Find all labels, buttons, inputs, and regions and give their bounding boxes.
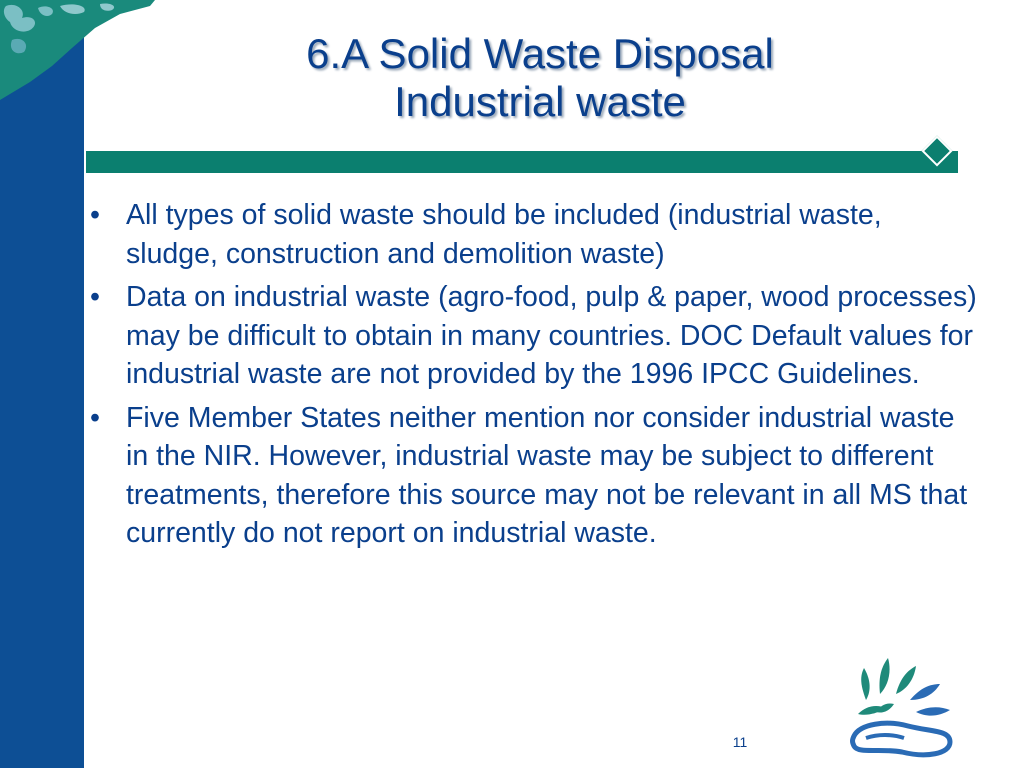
left-blue-band <box>0 0 84 768</box>
world-map-corner-icon <box>0 0 170 100</box>
slide-title <box>180 30 900 126</box>
sun-over-water-logo-icon <box>846 654 958 764</box>
title-divider <box>86 151 958 173</box>
title-line-2: Industrial waste <box>394 78 686 125</box>
bullet-item: • Data on industrial waste (agro-food, pulp & paper, wood processes) may be difficult to obtain in many countries. DOC Default values for industrial waste are not provided by the 1996 IPCC Guidelines. <box>90 278 980 394</box>
bullet-list <box>90 196 980 558</box>
bullet-item: • Five Member States neither mention nor consider industrial waste in the NIR. However, industrial waste may be subject to different treatments, therefore this source may not be relevant in all MS that currently do not report on industrial waste. <box>90 399 980 553</box>
page-number: 11 <box>732 734 748 750</box>
title-line-1: 6.A Solid Waste Disposal <box>306 30 774 77</box>
bullet-item: • All types of solid waste should be included (industrial waste, sludge, construction and demolition waste) <box>90 196 980 273</box>
